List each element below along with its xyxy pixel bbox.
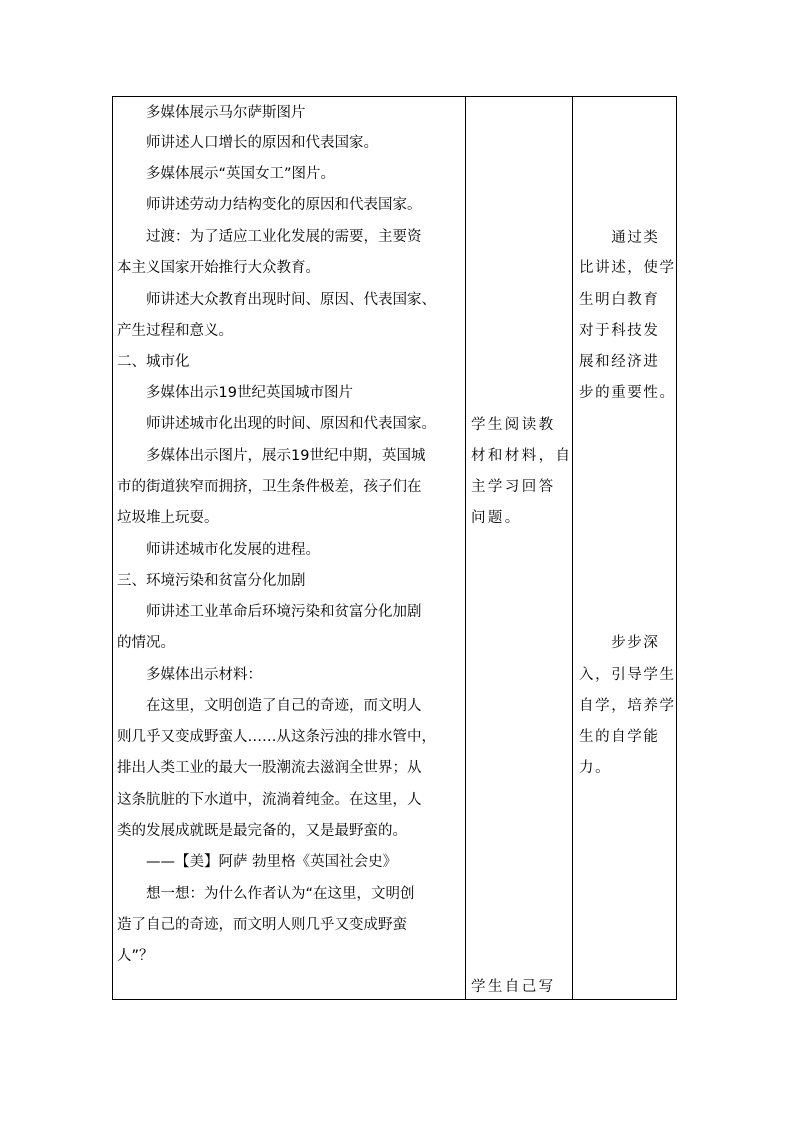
student-activity-column [466,97,572,999]
text-line: 师讲述工业革命后环境污染和贫富分化加剧 [117,604,422,620]
text-line: 师讲述城市化发展的进程。 [117,542,320,558]
text-line: 本主义国家开始推行大众教育。 [117,260,320,276]
lesson-table [112,96,677,1000]
text-line: 师讲述人口增长的原因和代表国家。 [117,135,378,151]
text-line: 自学，培养学 [579,698,676,714]
text-line: 多媒体展示“英国女工”图片。 [117,166,336,182]
text-line: 问题。 [471,510,522,526]
text-line: 产生过程和意义。 [117,323,233,339]
text-line: 展和经济进 [579,354,660,370]
text-line: 师讲述大众教育出现时间、原因、代表国家、 [117,292,436,308]
text-line: 入，引导学生 [579,667,676,683]
text-line: 学生阅读教 [471,417,556,433]
text-line: 步的重要性。 [579,385,676,401]
text-line: 通过类 [579,230,660,246]
text-line: 想一想：为什么作者认为“在这里，文明创 [117,886,415,902]
text-line: 多媒体出示图片，展示19世纪中期，英国城 [117,448,426,464]
text-line: 步步深 [579,635,660,651]
quote-line: 则几乎又变成野蛮人……从这条污浊的排水管中， [117,729,436,745]
text-line: 多媒体出示材料： [117,667,262,683]
text-line: 学生自己写 [471,979,556,995]
text-line: 过渡：为了适应工业化发展的需要，主要资 [117,229,422,245]
design-intent-column [573,97,677,999]
text-line: 生的自学能 [579,729,660,745]
text-line: 主学习回答 [471,479,556,495]
quote-line: 排出人类工业的最大一股潮流去滋润全世界；从 [117,760,422,776]
text-line: 师讲述城市化出现的时间、原因和代表国家。 [117,416,436,432]
text-line: 的情况。 [117,635,175,651]
text-line: 多媒体出示19世纪英国城市图片 [117,385,353,401]
quote-source: ——【美】阿萨 勃里格《英国社会史》 [117,854,398,870]
text-line: 生明白教育 [579,292,660,308]
text-line: 造了自己的奇迹，而文明人则几乎又变成野蛮 [117,917,407,933]
quote-line: 类的发展成就既是最完备的，又是最野蛮的。 [117,823,407,839]
text-line: 力。 [579,760,612,776]
text-line: 垃圾堆上玩耍。 [117,510,219,526]
text-line: 对于科技发 [579,323,660,339]
text-line: 多媒体展示马尔萨斯图片 [117,105,306,121]
quote-line: 在这里，文明创造了自己的奇迹，而文明人 [117,698,422,714]
text-line: 比讲述，使学 [579,260,676,276]
text-line: 师讲述劳动力结构变化的原因和代表国家。 [117,197,422,213]
text-line: 市的街道狭窄而拥挤，卫生条件极差，孩子们在 [117,479,422,495]
section-heading: 三、环境污染和贫富分化加剧 [117,573,306,589]
quote-line: 这条肮脏的下水道中，流淌着纯金。在这里，人 [117,792,422,808]
text-line: 材和材料，自 [471,448,572,464]
teacher-activity-column [113,97,465,999]
text-line: 人”？ [117,948,154,964]
section-heading: 二、城市化 [117,354,190,370]
